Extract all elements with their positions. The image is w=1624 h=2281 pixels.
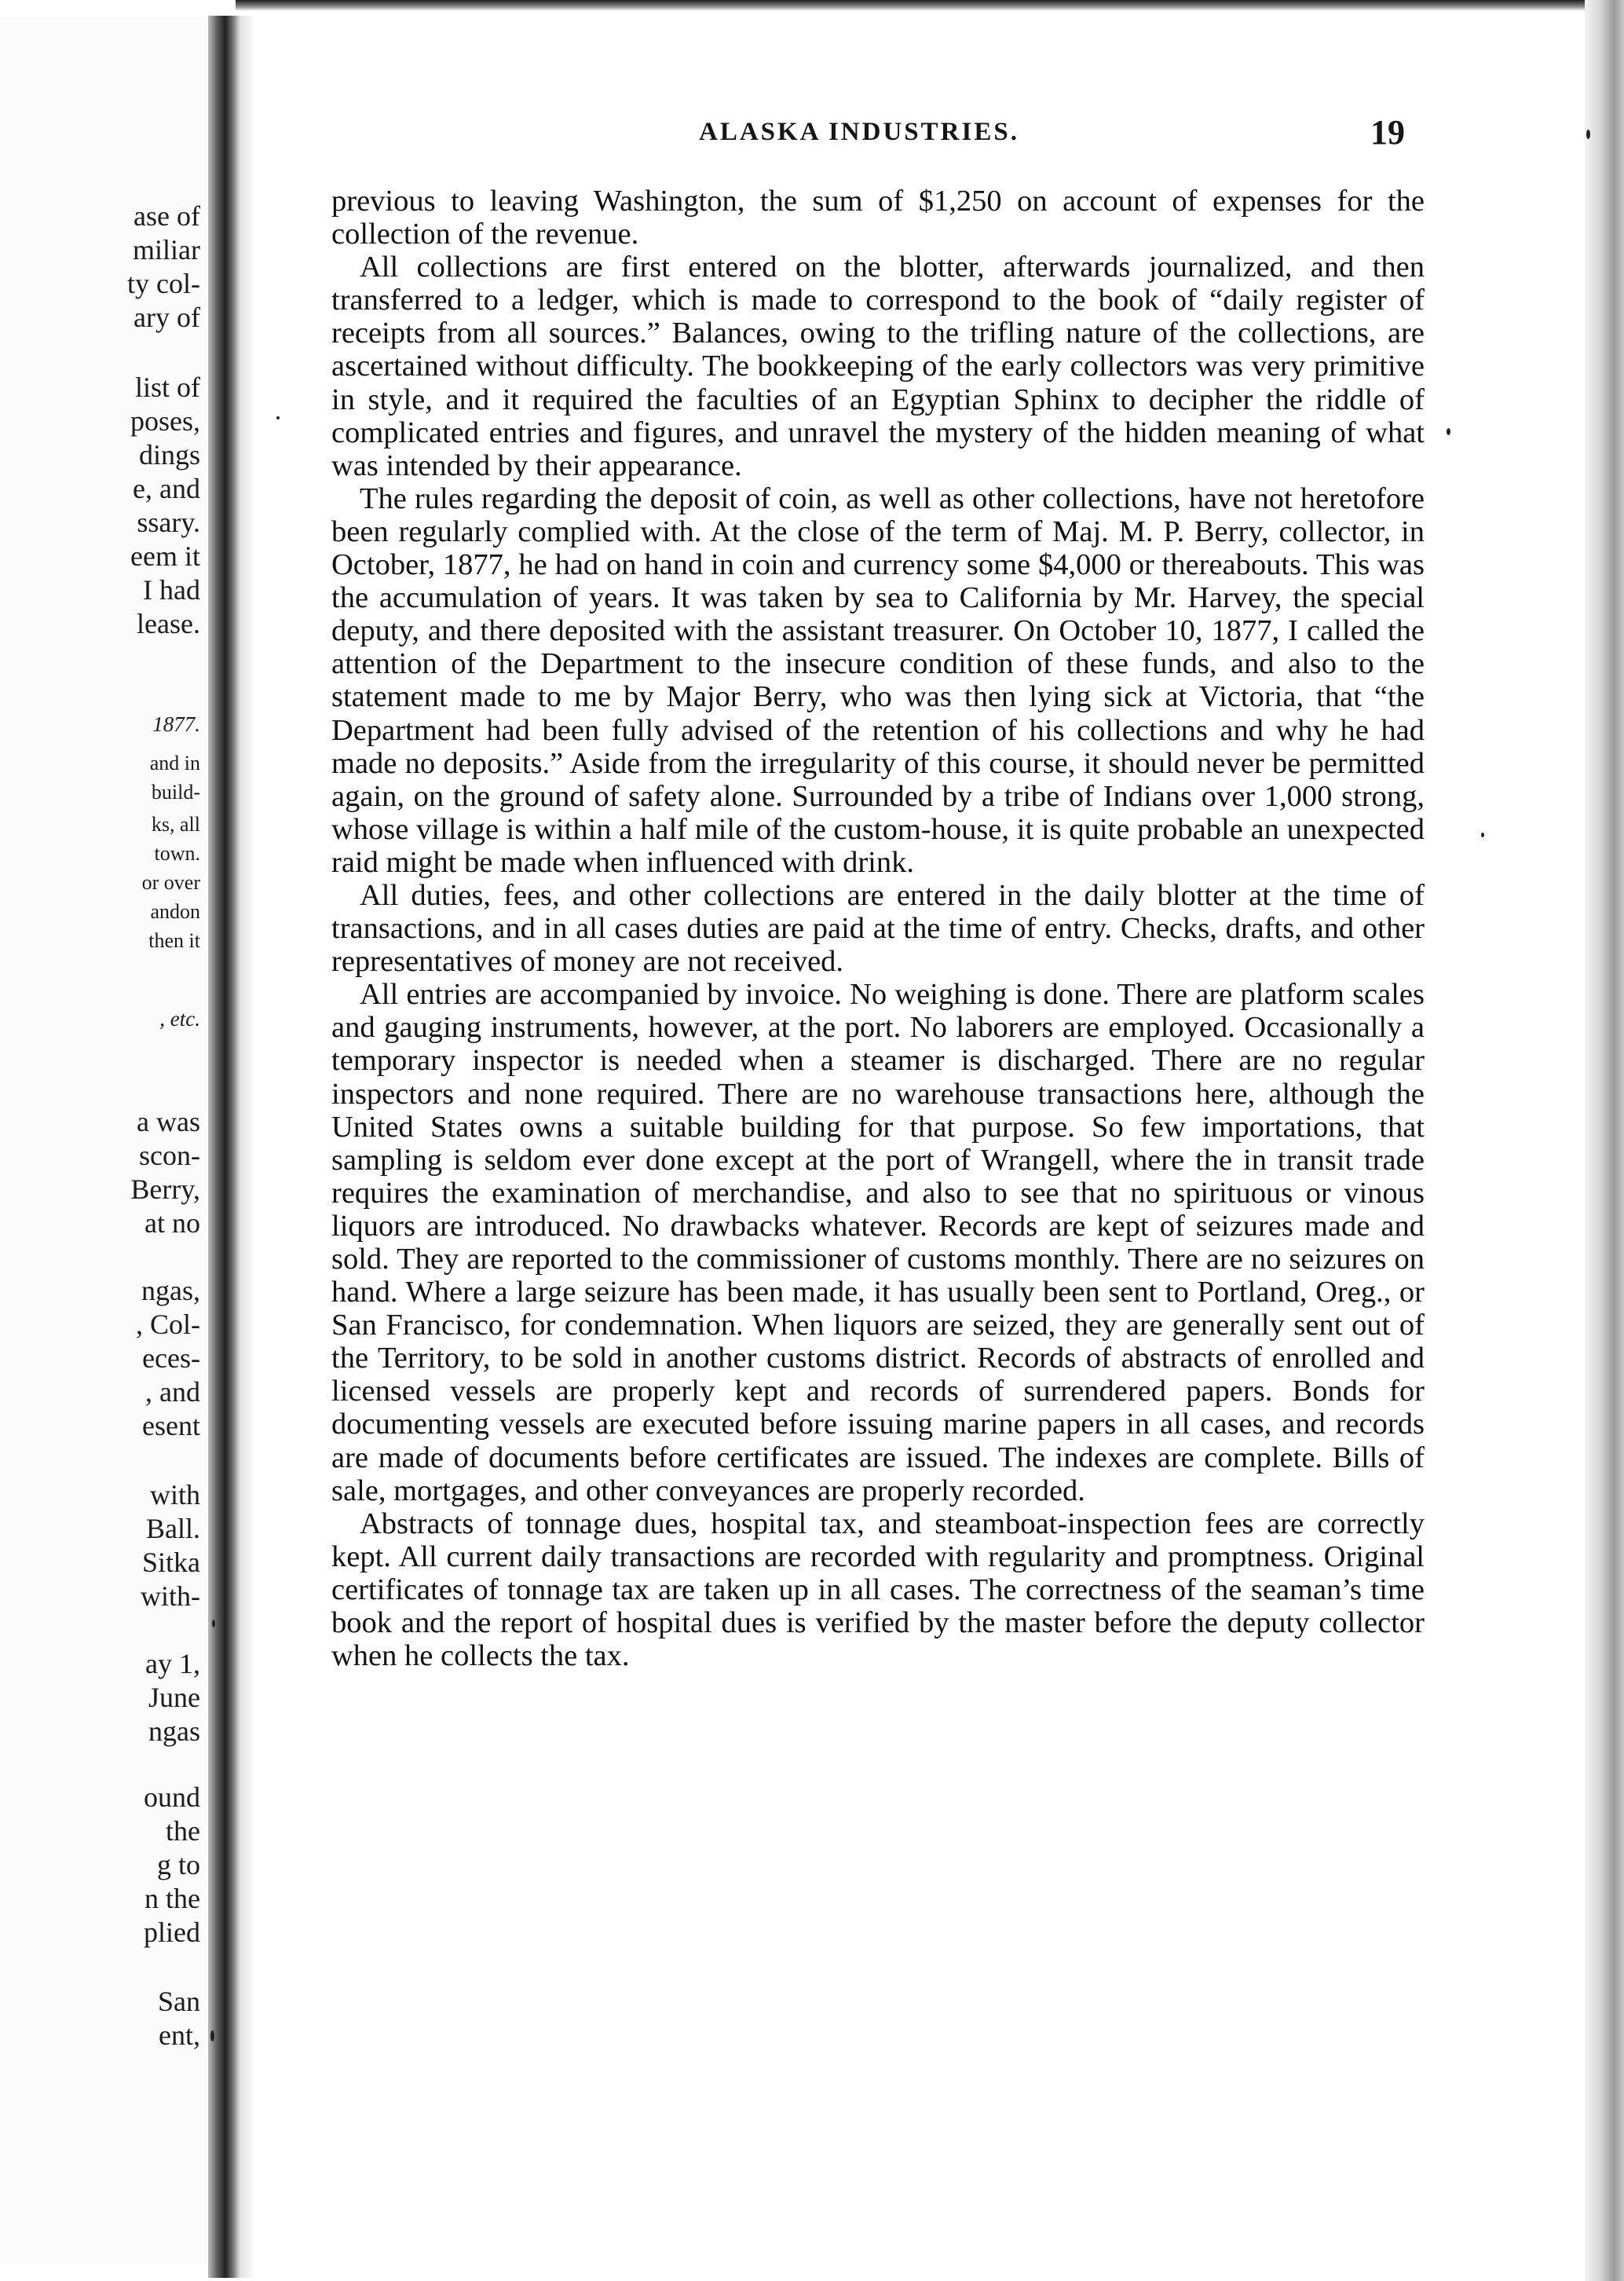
scan-speck [1481,833,1484,837]
facing-page-fragment: Berry, [130,1173,200,1205]
facing-page-fragment: , and [145,1376,200,1408]
facing-page-fragment: andon [150,900,200,923]
facing-page-fragment: ary of [134,302,200,333]
page-top-edge [236,0,1624,11]
paragraph: All collections are first entered on the blotter, afterwards journalized, and then transferred to a ledger, which is made to correspond to the book of “daily register of receipts from all sources.” Balances, owing to the trifling nature of the collections, are ascertained without difficulty. The bookkeeping of the early collectors was very primitive in style, and it required the faculties of an Egyptian Sphinx to decipher the riddle of complicated entries and figures, and unravel the mystery of the hidden meaning of what was intended by their appearance. [331,251,1425,482]
facing-page-fragment: ay 1, [145,1648,200,1679]
facing-page-fragment: miliar [133,234,200,265]
facing-page-fragment: at no [144,1207,200,1239]
facing-page-fragment: ks, all [151,813,200,836]
facing-page-fragment: ngas [148,1715,200,1747]
book-gutter [208,16,240,2278]
facing-page-fragment: scon- [139,1140,200,1171]
facing-page-fragment: plied [144,1917,200,1948]
facing-page-fragment: ty col- [127,268,200,299]
facing-page-fragment: a was [137,1106,200,1137]
facing-page-fragment: Ball. [146,1513,200,1544]
facing-page-fragment: build- [151,781,200,804]
facing-page-text [0,17,216,2264]
facing-page-fragment: 1877. [152,712,200,736]
scan-speck [1586,130,1590,139]
facing-page-fragment: with [149,1479,200,1510]
facing-page-fragment: or over [141,871,200,894]
facing-page-fragment: ent, [159,2019,200,2051]
facing-page-fragment: , etc. [159,1007,200,1031]
gutter-shadow [240,16,255,2278]
facing-page [0,17,220,2264]
facing-page-fragment: I had [143,574,200,606]
scan-speck [212,1620,215,1627]
facing-page-fragment: eces- [142,1342,200,1374]
facing-page-fragment: dings [138,439,200,470]
paragraph: Abstracts of tonnage dues, hospital tax, and steamboat-inspection fees are correctly kept. All current daily transactions are recorded with regularity and promptness. Original certificates of tonnage tax are taken up in all cases. The correctness of the seaman’s time book and the report of hospital dues is verified by the master before the deputy collector when he collects the tax. [331,1507,1425,1673]
facing-page-fragment: ase of [134,200,200,232]
scan-speck [210,2030,214,2041]
facing-page-fragment: the [166,1815,200,1847]
facing-page-fragment: with- [141,1580,200,1612]
facing-page-fragment: list of [134,372,200,403]
body-text [331,185,1425,1672]
scan-speck [276,416,280,419]
paragraph: All entries are accompanied by invoice. No weighing is done. There are platform scales and gauging instruments, however, at the port. No laborers are employed. Occasionally a temporary inspector is needed when a steamer is discharged. There are no regular inspectors and none required. There are no warehouse transactions here, although the United States owns a suitable building for that purpose. So few importations, that sampling is seldom ever done except at the port of Wrangell, where the in transit trade requires the examination of merchandise, and also to see that no spirituous or vinous liquors are introduced. No drawbacks whatever. Records are kept of seizures made and sold. They are reported to the commissioner of customs monthly. There are no seizures on hand. Where a large seizure has been made, it has usually been sent to Portland, Oreg., or San Francisco, for condemnation. When liquors are seized, they are generally sent out of the Territory, to be sold in another customs district. Records of abstracts of enrolled and licensed vessels are properly kept and records of surrendered papers. Bonds for documenting vessels are executed before issuing marine papers in all cases, and records are made of documents before certificates are issued. The indexes are complete. Bills of sale, mortgages, and other conveyances are properly recorded. [331,978,1425,1507]
facing-page-fragment: San [158,1986,200,2017]
facing-page-fragment: ound [144,1781,200,1813]
paragraph: previous to leaving Washington, the sum of $1,250 on account of expenses for the collection of the revenue. [331,185,1425,251]
facing-page-fragment: eem it [130,540,200,572]
paragraph: The rules regarding the deposit of coin, as well as other collections, have not heretofore been regularly complied with. At the close of the term of Maj. M. P. Berry, collector, in October, 1877, he had on hand in coin and currency some $4,000 or thereabouts. This was the accumulation of years. It was taken by sea to California by Mr. Harvey, the special deputy, and there deposited with the assistant treasurer. On October 10, 1877, I called the attention of the Department to the insecure condition of these funds, and also to the statement made to me by Major Berry, who was then lying sick at Victoria, that “the Department had been fully advised of the retention of his collections and why he had made no deposits.” Aside from the irregularity of this course, it should never be permitted again, on the ground of safety alone. Surrounded by a tribe of Indians over 1,000 strong, whose village is within a half mile of the custom-house, it is quite probable an unexpected raid might be made when influenced with drink. [331,481,1425,879]
facing-page-fragment: poses, [130,405,200,437]
running-head: ALASKA INDUSTRIES. [699,118,1019,146]
scan-speck [1447,428,1450,435]
facing-page-fragment: n the [144,1883,200,1914]
page-right-edge [1585,0,1624,2281]
facing-page-fragment: e, and [133,473,200,504]
facing-page-fragment: Sitka [141,1547,200,1578]
facing-page-fragment: town. [154,842,200,865]
facing-page-fragment: then it [148,929,200,952]
facing-page-fragment: g to [156,1849,200,1880]
facing-page-fragment: lease. [137,608,200,639]
page-number: 19 [1370,113,1405,152]
facing-page-fragment: and in [149,752,200,774]
facing-page-fragment: ngas, [141,1275,200,1306]
paragraph: All duties, fees, and other collections are entered in the daily blotter at the time of transactions, and in all cases duties are paid at the time of entry. Checks, drafts, and other representatives of money are not received. [331,878,1425,979]
facing-page-fragment: esent [142,1410,200,1441]
facing-page-fragment: June [148,1682,200,1713]
facing-page-fragment: , Col- [135,1309,200,1340]
facing-page-fragment: ssary. [137,507,200,538]
